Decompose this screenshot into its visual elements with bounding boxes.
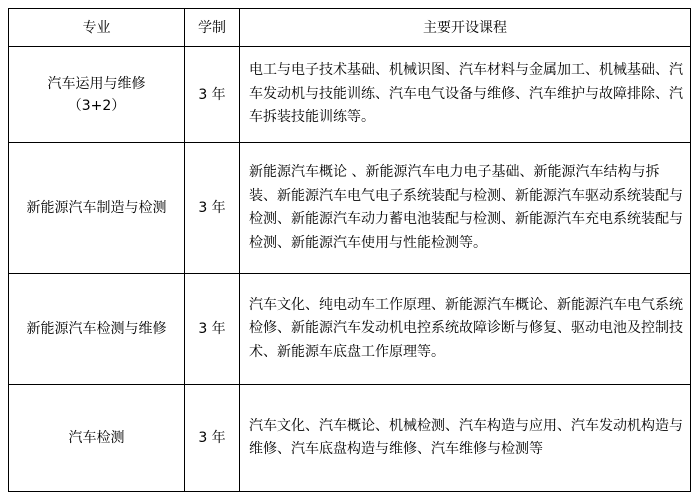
curriculum-table-container	[8, 8, 691, 492]
major-cell: 新能源汽车制造与检测	[9, 143, 185, 274]
courses-cell: 汽车文化、纯电动车工作原理、新能源汽车概论、新能源汽车电气系统检修、新能源汽车发动机电控系统故障诊断与修复、驱动电池及控制技术、新能源车底盘工作原理等。	[240, 274, 691, 385]
years-cell: 3 年	[185, 274, 240, 385]
courses-cell: 新能源汽车概论 、新能源汽车电力电子基础、新能源汽车结构与拆装、新能源汽车电气电子系统装配与检测、新能源汽车驱动系统装配与检测、新能源汽车动力蓄电池装配与检测、新能源汽车充电系统装配与检测、新能源汽车使用与性能检测等。	[240, 143, 691, 274]
table-row	[9, 143, 691, 274]
table-row	[9, 274, 691, 385]
major-cell: 汽车检测	[9, 385, 185, 492]
major-cell: 新能源汽车检测与维修	[9, 274, 185, 385]
header-row	[9, 9, 691, 47]
years-cell: 3 年	[185, 385, 240, 492]
years-cell: 3 年	[185, 143, 240, 274]
header-courses: 主要开设课程	[240, 9, 691, 47]
curriculum-table	[8, 8, 691, 492]
years-cell: 3 年	[185, 47, 240, 143]
courses-cell: 电工与电子技术基础、机械识图、汽车材料与金属加工、机械基础、汽车发动机与技能训练、汽车电气设备与维修、汽车维护与故障排除、汽车拆装技能训练等。	[240, 47, 691, 143]
major-cell	[9, 47, 185, 143]
courses-cell: 汽车文化、汽车概论、机械检测、汽车构造与应用、汽车发动机构造与维修、汽车底盘构造与维修、汽车维修与检测等	[240, 385, 691, 492]
major-note: （3+2）	[67, 97, 126, 114]
header-major: 专业	[9, 9, 185, 47]
table-row	[9, 385, 691, 492]
header-years: 学制	[185, 9, 240, 47]
table-row	[9, 47, 691, 143]
major-name: 汽车运用与维修	[47, 75, 146, 92]
